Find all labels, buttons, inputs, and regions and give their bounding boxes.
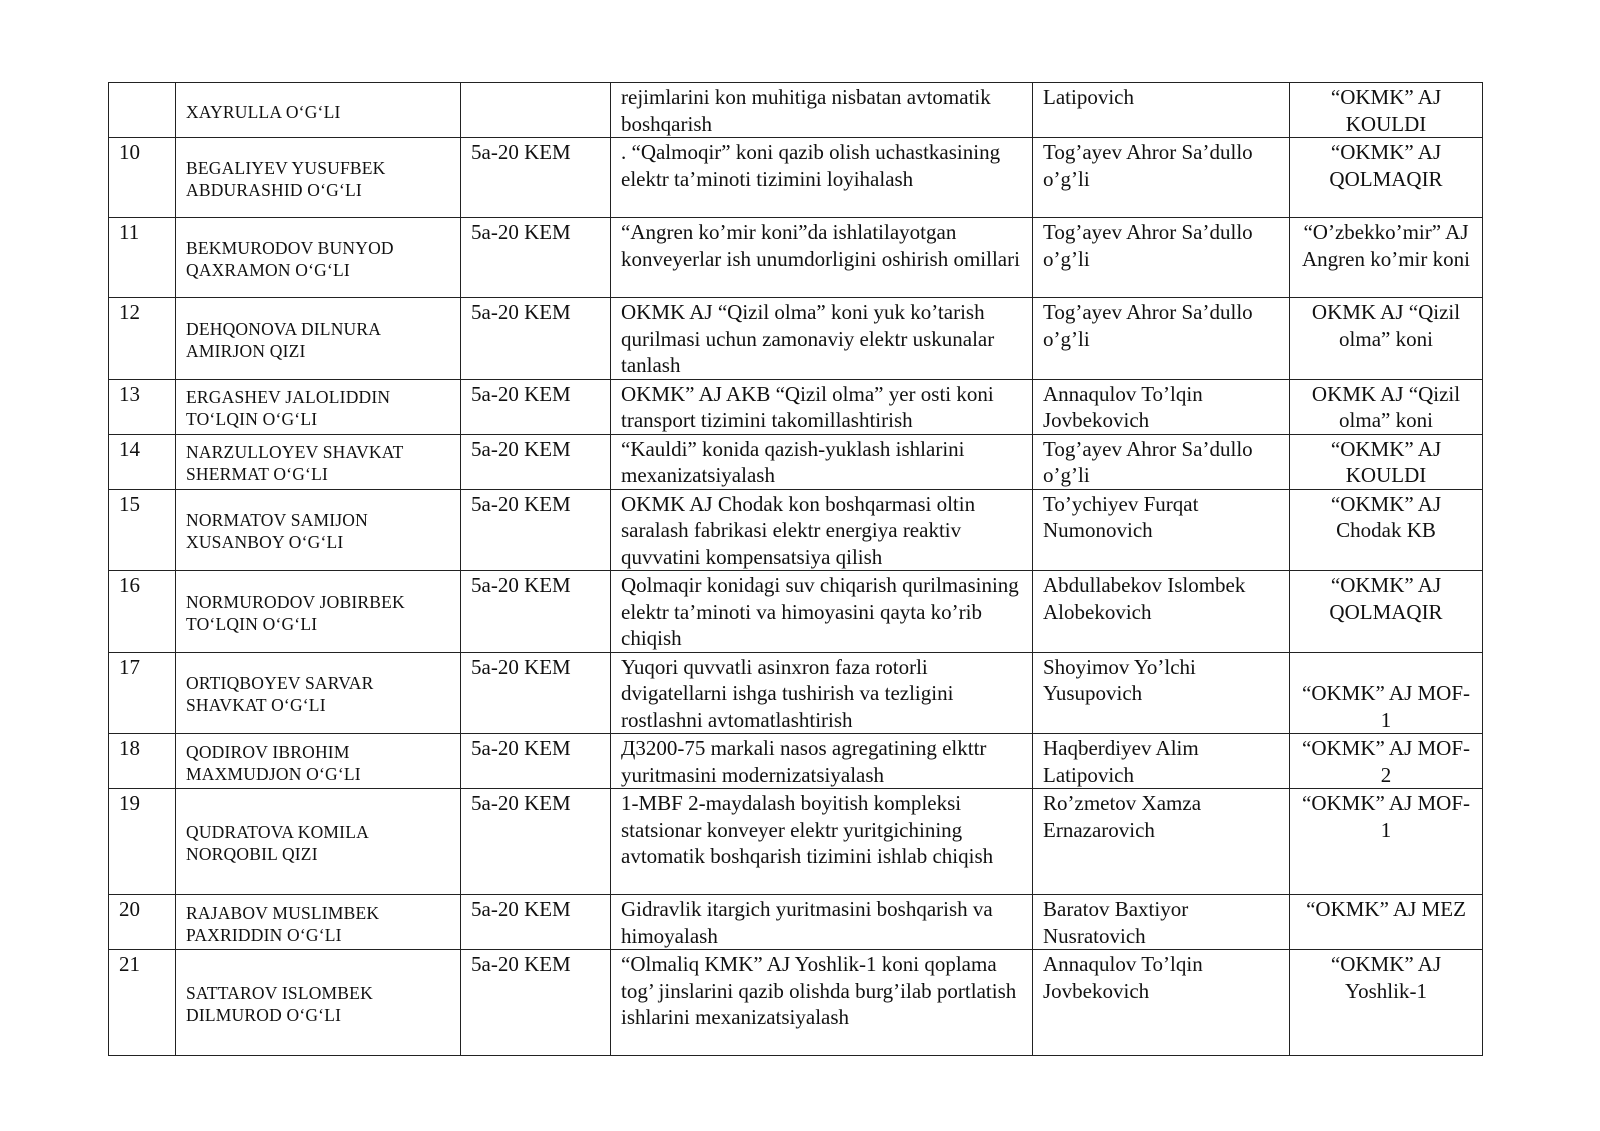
table-row (109, 571, 1483, 653)
table-row (109, 895, 1483, 950)
group-code: 5a-20 KEM (461, 652, 611, 734)
table-row (109, 734, 1483, 789)
student-name: ERGASHEV JALOLIDDIN TO‘LQIN O‘G‘LI (176, 379, 461, 434)
organization: “OKMK” AJ Yoshlik-1 (1290, 950, 1483, 1056)
thesis-topic: OKMK AJ “Qizil olma” koni yuk ko’tarish qurilmasi uchun zamonaviy elektr uskunalar tanlash (611, 298, 1033, 380)
row-number: 10 (109, 138, 176, 218)
group-code: 5a-20 KEM (461, 950, 611, 1056)
group-code: 5a-20 KEM (461, 298, 611, 380)
student-name: ORTIQBOYEV SARVAR SHAVKAT O‘G‘LI (176, 652, 461, 734)
table-row (109, 379, 1483, 434)
organization: “OKMK” AJ KOULDI (1290, 83, 1483, 138)
group-code (461, 83, 611, 138)
student-name: QUDRATOVA KOMILA NORQOBIL QIZI (176, 789, 461, 895)
organization: “OKMK” AJ KOULDI (1290, 434, 1483, 489)
row-number: 15 (109, 489, 176, 571)
thesis-topic: “Kauldi” konida qazish-yuklash ishlarini mexanizatsiyalash (611, 434, 1033, 489)
table-row (109, 298, 1483, 380)
group-code: 5a-20 KEM (461, 895, 611, 950)
thesis-topic: rejimlarini kon muhitiga nisbatan avtomatik boshqarish (611, 83, 1033, 138)
row-number: 17 (109, 652, 176, 734)
organization: OKMK AJ “Qizil olma” koni (1290, 379, 1483, 434)
table-row (109, 489, 1483, 571)
table-row (109, 652, 1483, 734)
table-row (109, 138, 1483, 218)
thesis-topic: 1-MBF 2-maydalash boyitish kompleksi statsionar konveyer elektr yuritgichining avtomatik boshqarish tizimini ishlab chiqish (611, 789, 1033, 895)
group-code: 5a-20 KEM (461, 138, 611, 218)
supervisor-name: Tog’ayev Ahror Sa’dullo o’g’li (1033, 218, 1290, 298)
thesis-topic: Gidravlik itargich yuritmasini boshqarish va himoyalash (611, 895, 1033, 950)
student-name: BEGALIYEV YUSUFBEK ABDURASHID O‘G‘LI (176, 138, 461, 218)
student-name: SATTAROV ISLOMBEK DILMUROD O‘G‘LI (176, 950, 461, 1056)
organization: “OKMK” AJ MOF-1 (1290, 652, 1483, 734)
table-row (109, 83, 1483, 138)
student-name: DEHQONOVA DILNURA AMIRJON QIZI (176, 298, 461, 380)
supervisor-name: Annaqulov To’lqin Jovbekovich (1033, 379, 1290, 434)
supervisor-name: Tog’ayev Ahror Sa’dullo o’g’li (1033, 434, 1290, 489)
student-name: NARZULLOYEV SHAVKAT SHERMAT O‘G‘LI (176, 434, 461, 489)
row-number: 12 (109, 298, 176, 380)
thesis-topic: OKMK” AJ AKB “Qizil olma” yer osti koni transport tizimini takomillashtirish (611, 379, 1033, 434)
supervisor-name: Haqberdiyev Alim Latipovich (1033, 734, 1290, 789)
table-row (109, 950, 1483, 1056)
organization: “OKMK” AJ Chodak KB (1290, 489, 1483, 571)
row-number: 18 (109, 734, 176, 789)
student-name: RAJABOV MUSLIMBEK PAXRIDDIN O‘G‘LI (176, 895, 461, 950)
group-code: 5a-20 KEM (461, 789, 611, 895)
thesis-topic: “Angren ko’mir koni”da ishlatilayotgan konveyerlar ish unumdorligini oshirish omillari (611, 218, 1033, 298)
supervisor-name: Latipovich (1033, 83, 1290, 138)
student-name: NORMATOV SAMIJON XUSANBOY O‘G‘LI (176, 489, 461, 571)
table-row (109, 434, 1483, 489)
row-number: 21 (109, 950, 176, 1056)
organization: “OKMK” AJ MOF-1 (1290, 789, 1483, 895)
group-code: 5a-20 KEM (461, 489, 611, 571)
organization: “O’zbekko’mir” AJ Angren ko’mir koni (1290, 218, 1483, 298)
thesis-topic: Д3200-75 markali nasos agregatining elkttr yuritmasini modernizatsiyalash (611, 734, 1033, 789)
student-name: NORMURODOV JOBIRBEK TO‘LQIN O‘G‘LI (176, 571, 461, 653)
row-number: 13 (109, 379, 176, 434)
row-number: 11 (109, 218, 176, 298)
thesis-topic: . “Qalmoqir” koni qazib olish uchastkasining elektr ta’minoti tizimini loyihalash (611, 138, 1033, 218)
student-name: BEKMURODOV BUNYOD QAXRAMON O‘G‘LI (176, 218, 461, 298)
row-number: 20 (109, 895, 176, 950)
supervisor-name: Ro’zmetov Xamza Ernazarovich (1033, 789, 1290, 895)
thesis-topic: Yuqori quvvatli asinxron faza rotorli dvigatellarni ishga tushirish va tezligini rostlashni avtomatlashtirish (611, 652, 1033, 734)
row-number: 19 (109, 789, 176, 895)
organization: OKMK AJ “Qizil olma” koni (1290, 298, 1483, 380)
group-code: 5a-20 KEM (461, 218, 611, 298)
thesis-topic: “Olmaliq KMK” AJ Yoshlik-1 koni qoplama tog’ jinslarini qazib olishda burg’ilab portlatish ishlarini mexanizatsiyalash (611, 950, 1033, 1056)
group-code: 5a-20 KEM (461, 434, 611, 489)
thesis-topic: Qolmaqir konidagi suv chiqarish qurilmasining elektr ta’minoti va himoyasini qayta ko’rib chiqish (611, 571, 1033, 653)
supervisor-name: To’ychiyev Furqat Numonovich (1033, 489, 1290, 571)
supervisor-name: Tog’ayev Ahror Sa’dullo o’g’li (1033, 298, 1290, 380)
row-number: 16 (109, 571, 176, 653)
organization: “OKMK” AJ MOF-2 (1290, 734, 1483, 789)
group-code: 5a-20 KEM (461, 571, 611, 653)
table-row (109, 789, 1483, 895)
supervisor-name: Abdullabekov Islombek Alobekovich (1033, 571, 1290, 653)
group-code: 5a-20 KEM (461, 379, 611, 434)
thesis-topic: OKMK AJ Chodak kon boshqarmasi oltin saralash fabrikasi elektr energiya reaktiv quvvatini kompensatsiya qilish (611, 489, 1033, 571)
supervisor-name: Annaqulov To’lqin Jovbekovich (1033, 950, 1290, 1056)
row-number (109, 83, 176, 138)
supervisor-name: Tog’ayev Ahror Sa’dullo o’g’li (1033, 138, 1290, 218)
table-row (109, 218, 1483, 298)
supervisor-name: Baratov Baxtiyor Nusratovich (1033, 895, 1290, 950)
student-name: XAYRULLA O‘G‘LI (176, 83, 461, 138)
row-number: 14 (109, 434, 176, 489)
student-name: QODIROV IBROHIM MAXMUDJON O‘G‘LI (176, 734, 461, 789)
group-code: 5a-20 KEM (461, 734, 611, 789)
organization: “OKMK” AJ QOLMAQIR (1290, 571, 1483, 653)
thesis-assignment-table (108, 82, 1483, 1056)
organization: “OKMK” AJ QOLMAQIR (1290, 138, 1483, 218)
supervisor-name: Shoyimov Yo’lchi Yusupovich (1033, 652, 1290, 734)
organization: “OKMK” AJ MEZ (1290, 895, 1483, 950)
